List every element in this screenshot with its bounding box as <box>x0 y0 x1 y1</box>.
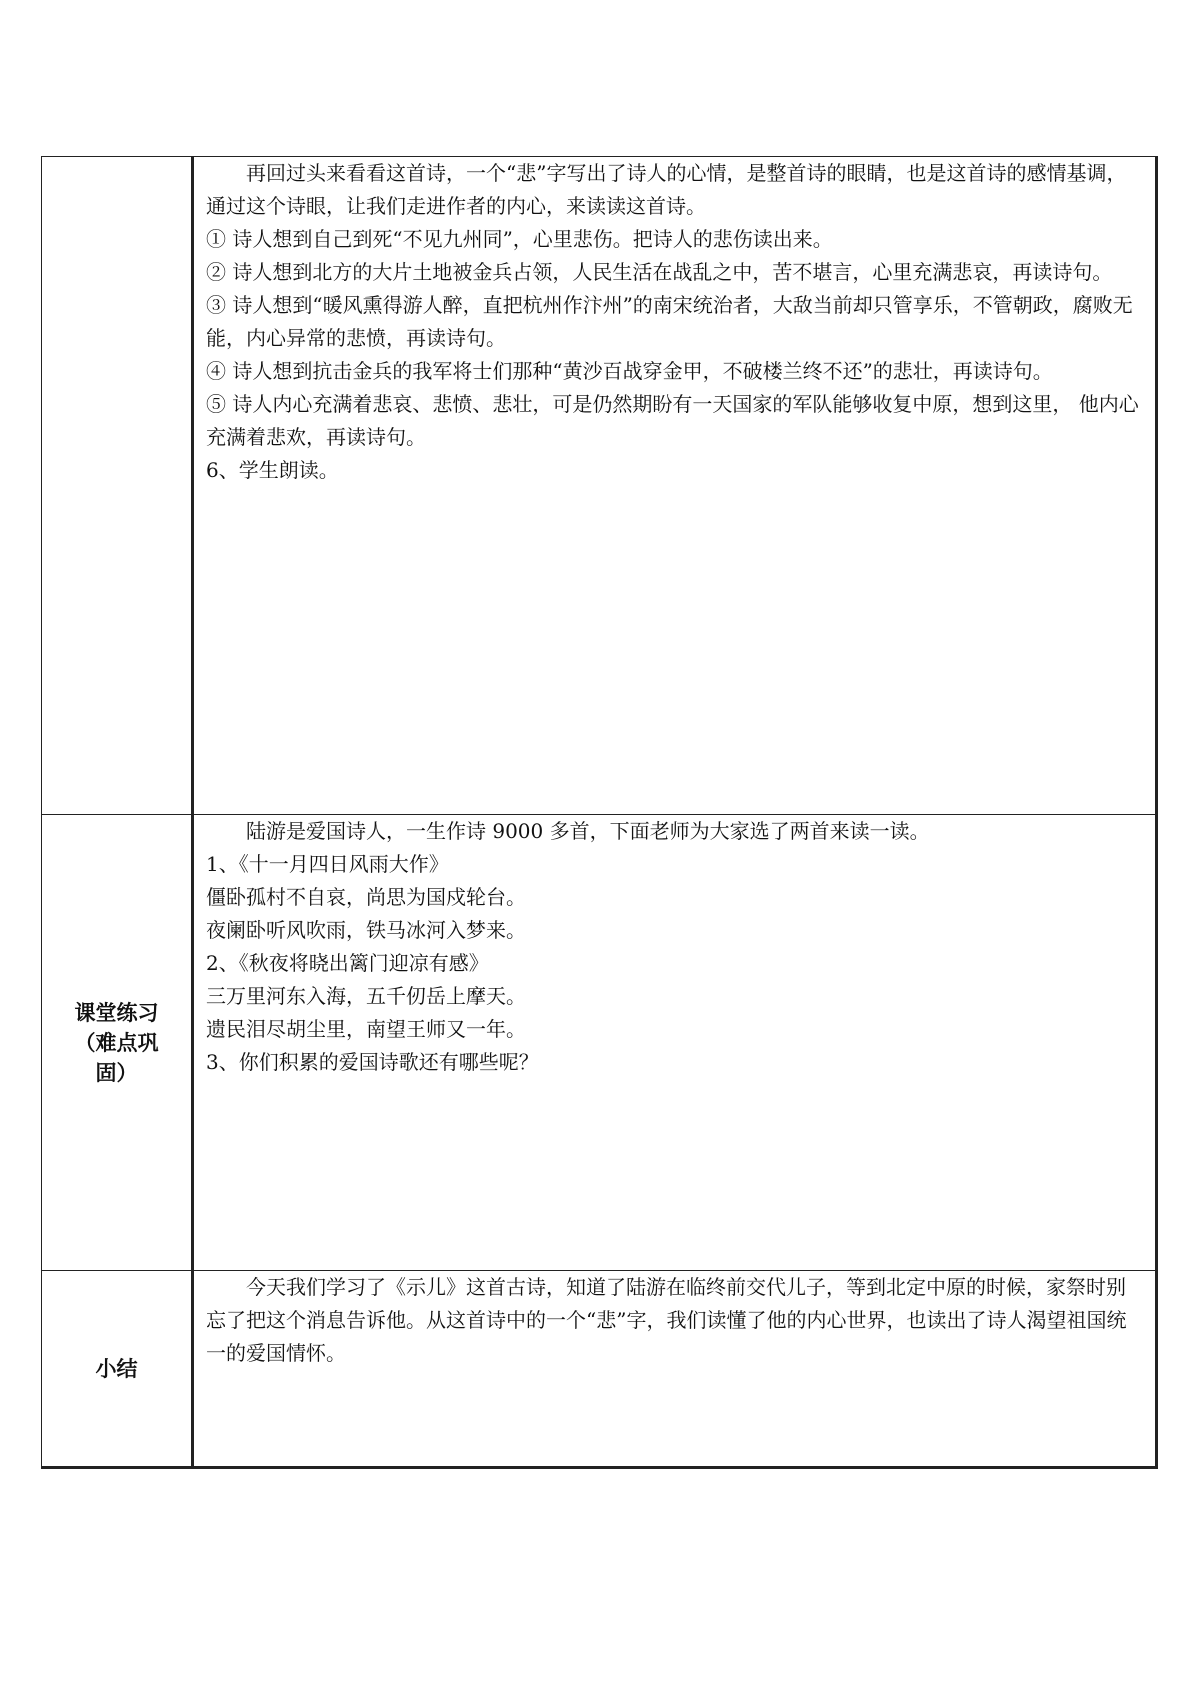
table-row-summary <box>42 1271 1157 1468</box>
table-row-practice <box>42 815 1157 1271</box>
row-label-cell <box>42 157 193 815</box>
list-item: ① 诗人想到自己到死“不见九州同”，心里悲伤。把诗人的悲伤读出来。 <box>206 227 833 251</box>
practice-intro: 陆游是爱国诗人，一生作诗 9000 多首，下面老师为大家选了两首来读一读。 <box>246 819 930 843</box>
poem-line: 遗民泪尽胡尘里，南望王师又一年。 <box>206 1017 526 1041</box>
list-item: 6、学生朗读。 <box>206 458 339 482</box>
poem-line: 僵卧孤村不自哀，尚思为国戍轮台。 <box>206 885 526 909</box>
summary-label-cell <box>42 1271 193 1468</box>
intro-paragraph: 再回过头来看看这首诗，一个“悲”字写出了诗人的心情，是整首诗的眼睛，也是这首诗的感情基调，通过这个诗眼，让我们走进作者的内心，来读读这首诗。 <box>206 161 1127 218</box>
practice-content-cell <box>193 815 1157 1271</box>
poem-line: 三万里河东入海，五千仞岳上摩天。 <box>206 984 526 1008</box>
poem-line: 夜阑卧听风吹雨，铁马冰河入梦来。 <box>206 918 526 942</box>
poem-title: 1、《十一月四日风雨大作》 <box>206 852 449 876</box>
reading-content-cell <box>193 157 1157 815</box>
practice-label-cell <box>42 815 193 1271</box>
list-item: ② 诗人想到北方的大片土地被金兵占领，人民生活在战乱之中，苦不堪言，心里充满悲哀，再读诗句。 <box>206 260 1113 284</box>
list-item: ④ 诗人想到抗击金兵的我军将士们那种“黄沙百战穿金甲，不破楼兰终不还”的悲壮，再读诗句。 <box>206 359 1053 383</box>
list-item: ③ 诗人想到“暖风熏得游人醉，直把杭州作汴州”的南宋统治者，大敌当前却只管享乐，不管朝政，腐败无能，内心异常的悲愤，再读诗句。 <box>206 293 1133 350</box>
summary-label: 小结 <box>95 1356 138 1381</box>
summary-content-cell <box>193 1271 1157 1468</box>
practice-label: 课堂练习（难点巩固） <box>74 1000 159 1085</box>
practice-question: 3、你们积累的爱国诗歌还有哪些呢？ <box>206 1050 539 1074</box>
table-row-reading <box>42 157 1157 815</box>
poem-title: 2、《秋夜将晓出篱门迎凉有感》 <box>206 951 489 975</box>
lesson-plan-table <box>41 156 1158 1469</box>
list-item: ⑤ 诗人内心充满着悲哀、悲愤、悲壮，可是仍然期盼有一天国家的军队能够收复中原，想到这里， 他内心充满着悲欢，再读诗句。 <box>206 392 1139 449</box>
summary-paragraph: 今天我们学习了《示儿》这首古诗，知道了陆游在临终前交代儿子，等到北定中原的时候，家祭时别忘了把这个消息告诉他。从这首诗中的一个“悲”字，我们读懂了他的内心世界，也读出了诗人渴望祖国统一的爱国情怀。 <box>206 1275 1127 1365</box>
